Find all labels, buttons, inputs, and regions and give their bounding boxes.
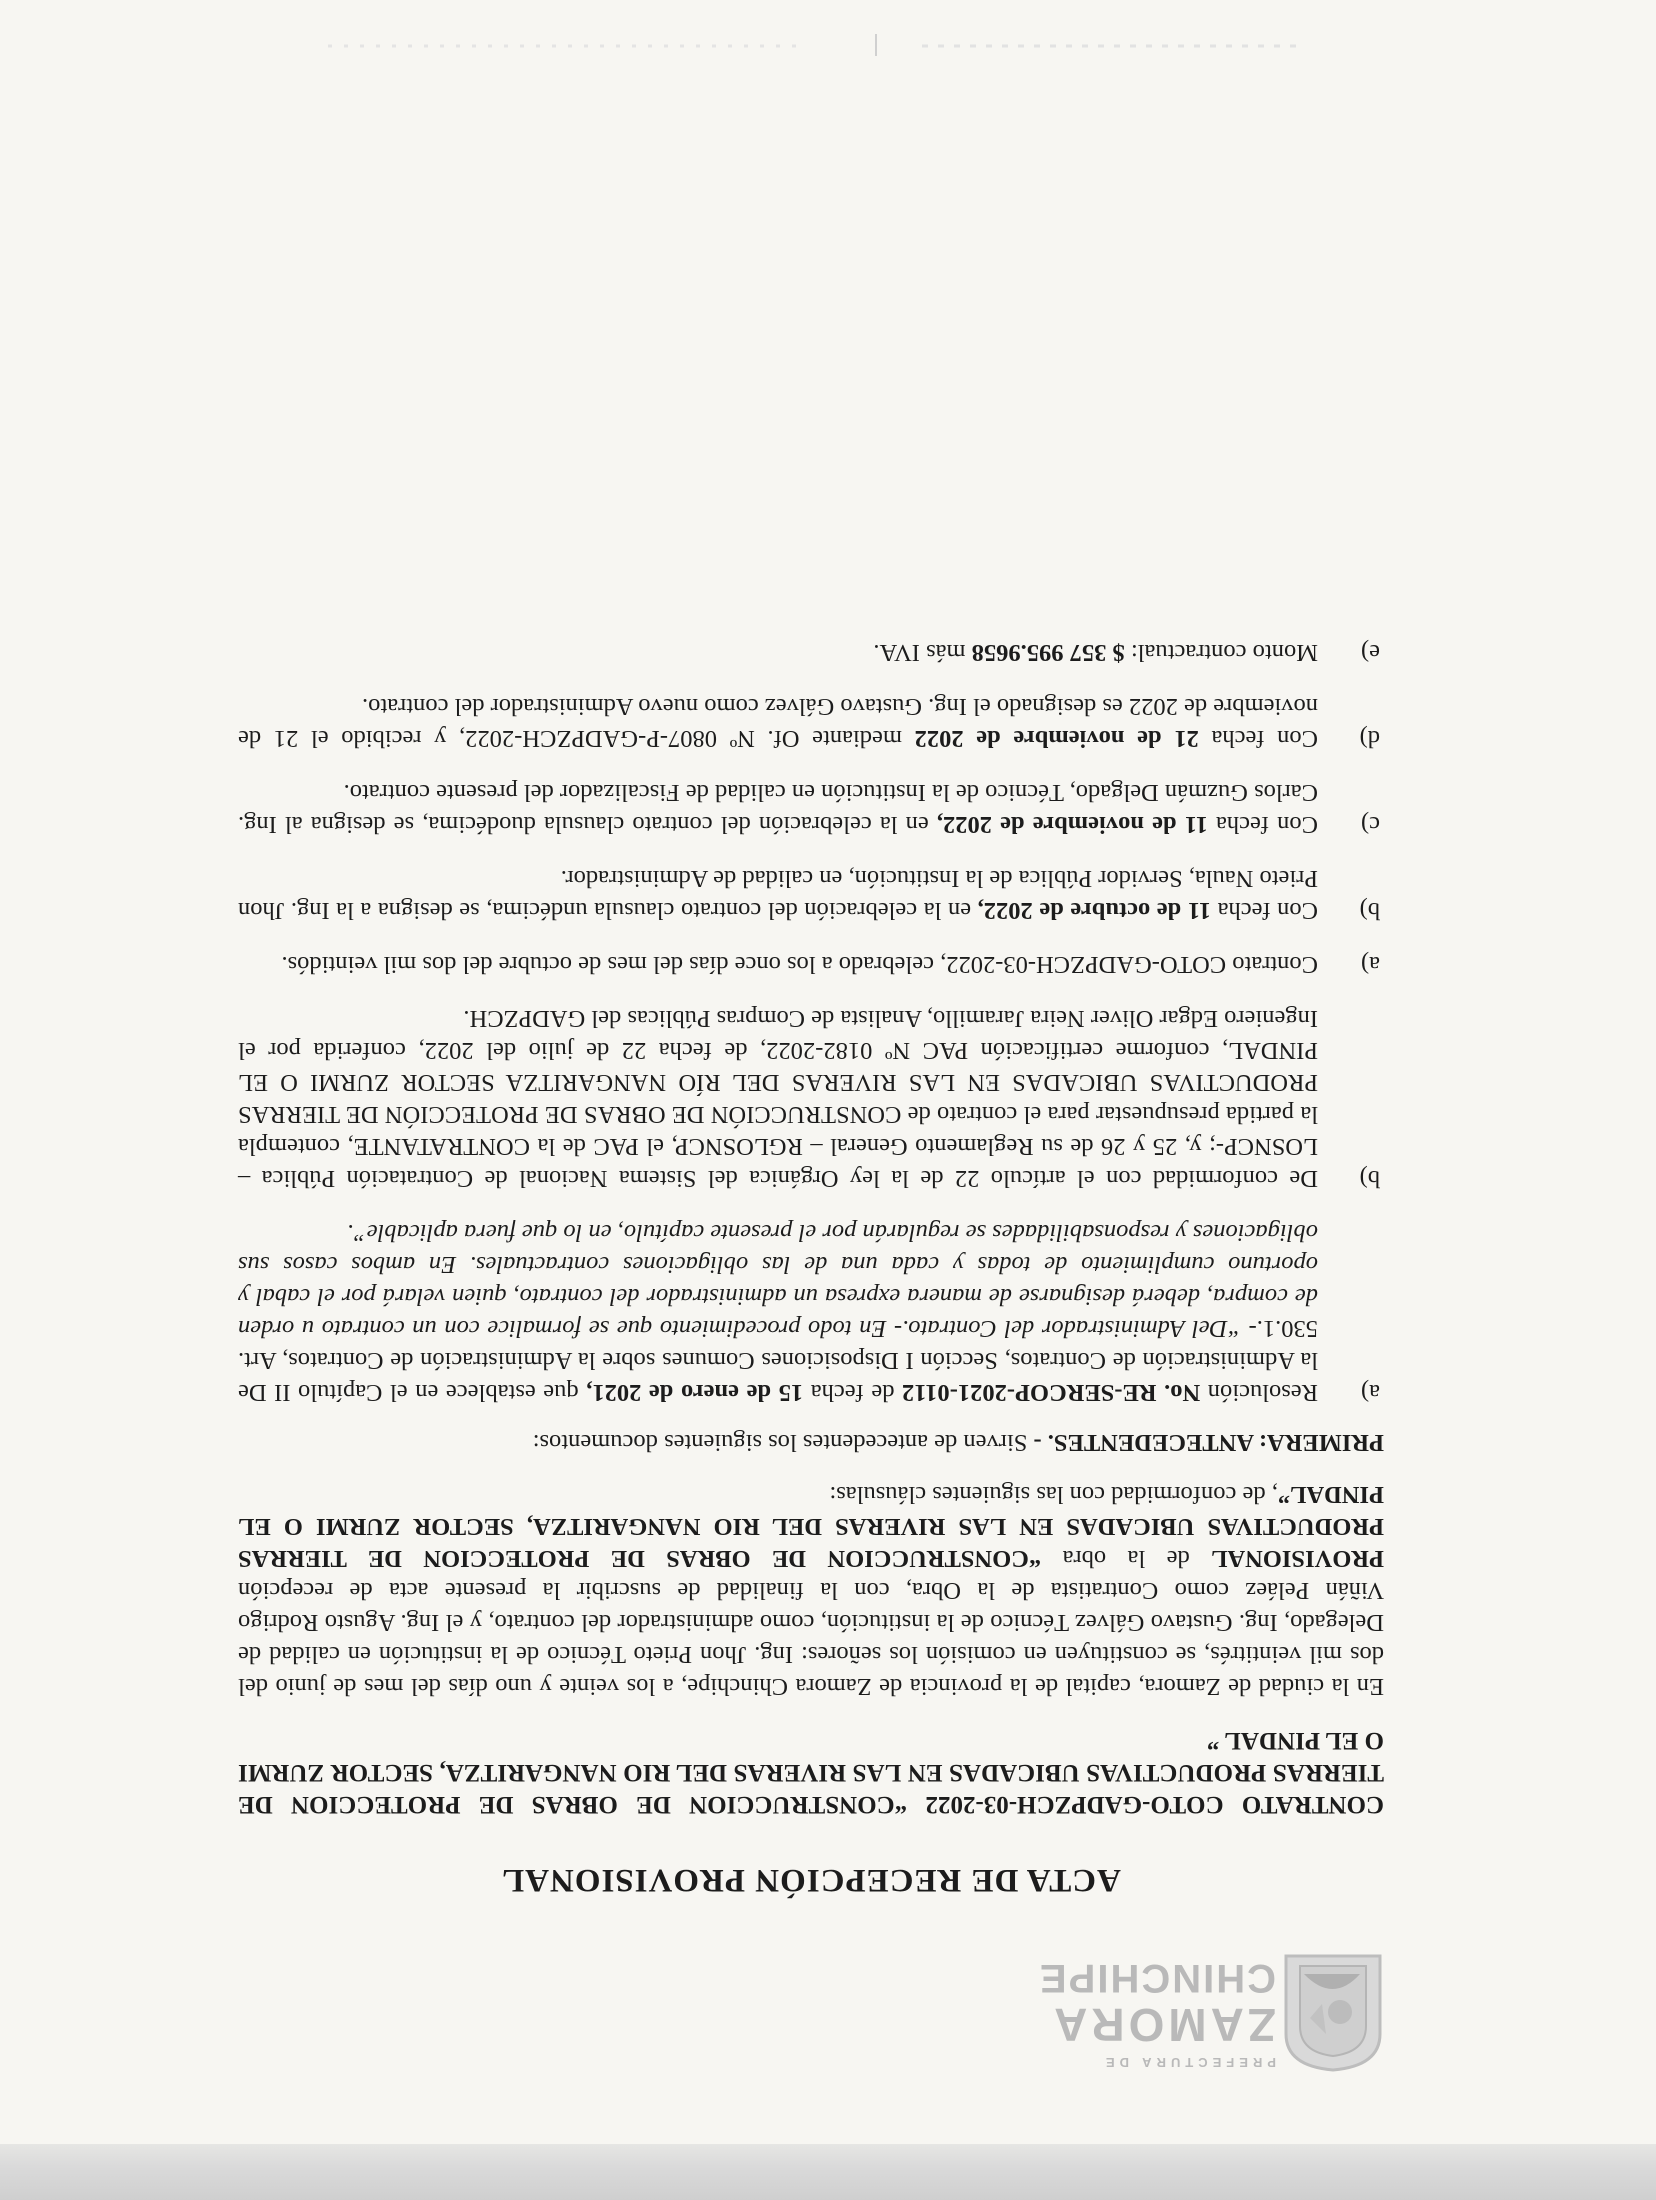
list-item <box>238 636 1384 668</box>
list-item <box>238 776 1384 840</box>
prefectura-logo <box>968 1932 1388 2082</box>
list-item-label: a) <box>1360 951 1380 978</box>
list-item <box>238 1216 1384 1408</box>
item-bold: 11 de octubre de 2022, <box>977 897 1211 924</box>
section-primera <box>238 1426 1384 1458</box>
intro-bold-provisional: PROVISIONAL <box>1211 1545 1384 1572</box>
list-item-body <box>238 690 1318 754</box>
scanner-edge-band <box>0 2144 1656 2200</box>
list-item-label: b) <box>1359 897 1380 924</box>
intro-paragraph <box>238 1478 1384 1702</box>
list-item-body <box>238 776 1318 840</box>
item-text: Con fecha <box>1207 811 1318 838</box>
item-text: Monto contractual: <box>1124 639 1318 666</box>
item-text: mediante Of. Nº 0807-P-GADPZCH-2022, y recibido el 21 de noviembre de 2022 es designado el Ing. Gustavo Gálvez como nuevo Administrador del contrato. <box>238 693 1318 752</box>
list-item-label: d) <box>1359 725 1380 752</box>
list-item-label: e) <box>1360 639 1380 666</box>
item-text: Con fecha <box>1198 725 1318 752</box>
list-item-body <box>238 1216 1318 1408</box>
item-text: Resolución <box>1200 1379 1318 1406</box>
intro-bold-obra: “CONSTRUCCION DE OBRAS DE PROTECCION DE TIERRAS PRODUCTIVAS UBICADAS EN LAS RIVERAS DEL RIO NANGARITZA, SECTOR ZURMI O EL PINDAL” <box>238 1481 1384 1572</box>
item-bold: $ 357 995.9658 <box>971 639 1125 666</box>
document-body <box>238 614 1384 1900</box>
logo-text-chinchipe: CHINCHIPE <box>1037 1956 1276 2000</box>
scan-artifact-marks <box>296 30 1296 60</box>
item-text: en la celebración del contrato clausula undécima, se designa a la Ing. Jhon Prieto Naula, Servidor Pública de la Institución, en calidad de Administrador. <box>238 865 1318 924</box>
item-text: que establece en el Capítulo II De la Administración de Contratos, Sección I Disposiciones Comunes sobre la Administración de Contratos, Art. 530.1.- <box>238 1315 1318 1406</box>
item-text: más IVA. <box>873 639 972 666</box>
contract-heading: CONTRATO COTO-GADPZCH-03-2022 “CONSTRUCCION DE OBRAS DE PROTECCION DE TIERRAS PRODUCTIVAS UBICADAS EN LAS RIVERAS DEL RIO NANGARITZA, SECTOR ZURMI O EL PINDAL ” <box>238 1727 1384 1818</box>
list-item-body <box>238 948 1318 980</box>
logo-text-prefectura: PREFECTURA DE <box>1100 2055 1276 2070</box>
intro-text: , de conformidad con las siguientes cláusulas: <box>829 1481 1278 1508</box>
item-text: Contrato COTO-GADPZCH-03-2022, celebrado a los once días del mes de octubre del dos mil veintidós. <box>281 951 1318 978</box>
document-title: ACTA DE RECEPCIÓN PROVISIONAL <box>501 1862 1121 1898</box>
item-bold: 11 de noviembre de 2022, <box>936 811 1208 838</box>
list-item-body <box>238 636 1318 668</box>
intro-text: En la ciudad de Zamora, capital de la provincia de Zamora Chinchipe, a los veinte y uno días del mes de junio del dos mil veintitrés, se constituyen en comisión los señores: Ing. Jhon Prieto Técnico de la institución en calidad de Delegado, Ing. Gustavo Gálvez Técnico de la institución, como administrador del contrato, y el Ing. Agusto Rodrigo Viñán Peláez como Contratista de la Obra, con la finalidad de suscribir la presente acta de recepción <box>238 1577 1384 1700</box>
item-bold: No. RE-SERCOP-2021-0112 <box>902 1379 1201 1406</box>
logo-text-zamora: ZAMORA <box>1050 1999 1276 2051</box>
list-item-label: a) <box>1360 1379 1380 1406</box>
list-item-label: c) <box>1360 811 1380 838</box>
list-item <box>238 948 1384 980</box>
item-bold: 21 de noviembre de 2022 <box>914 725 1199 752</box>
item-bold: 15 de enero de 2021, <box>586 1379 804 1406</box>
list-item-body <box>238 1002 1318 1194</box>
coat-of-arms-icon <box>1278 1949 1388 2074</box>
section-primera-heading: PRIMERA: ANTECEDENTES. - <box>1033 1429 1384 1456</box>
list-item <box>238 862 1384 926</box>
item-text: Con fecha <box>1211 897 1318 924</box>
list-item <box>238 690 1384 754</box>
list-item-label: b) <box>1359 1165 1380 1192</box>
item-italic-quote: “Del Administrador del Contrato.- En todo procedimiento que se formalice con un contrato u orden de compra, deberá designarse de manera expresa un administrador del contrato, quien velará por el cabal y oportuno cumplimiento de todas y cada una de las obligaciones contractuales. En ambos casos sus obligaciones y responsabilidades se regularán por el presente capítulo, en lo que fuera aplicable”. <box>238 1219 1318 1342</box>
list-item-body <box>238 862 1318 926</box>
item-text: de fecha <box>803 1379 903 1406</box>
list-item <box>238 1002 1384 1194</box>
item-text: en la celebración del contrato clausula duodécima, se designa al Ing. Carlos Guzmán Delgado, Técnico de la Institución en calidad de Fiscalizador del presente contrato. <box>237 779 1318 838</box>
intro-text: de la obra <box>1041 1545 1212 1572</box>
section-primera-text: Sirven de antecedentes los siguientes documentos: <box>532 1429 1034 1456</box>
item-text: De conformidad con el artículo 22 de la ley Orgánica del Sistema Nacional de Contratación Pública – LOSNCP-; y, 25 y 26 de su Reglamento General – RGLOSNCP, el PAC de la CONTRATANTE, contempla la partida presupuestar para el contrato de CONSTRUCCIÓN DE OBRAS DE PROTECCIÓN DE TIERRAS PRODUCTIVAS UBICADAS EN LAS RIVERAS DEL RÍO NANGARITZA SECTOR ZURMI O EL PINDAL, conforme certificación PAC Nº 0182-2022, de fecha 22 de julio del 2022, conferida por el Ingeniero Edgar Oliver Neira Jaramillo, Analista de Compras Públicas del GADPZCH. <box>238 1005 1318 1192</box>
